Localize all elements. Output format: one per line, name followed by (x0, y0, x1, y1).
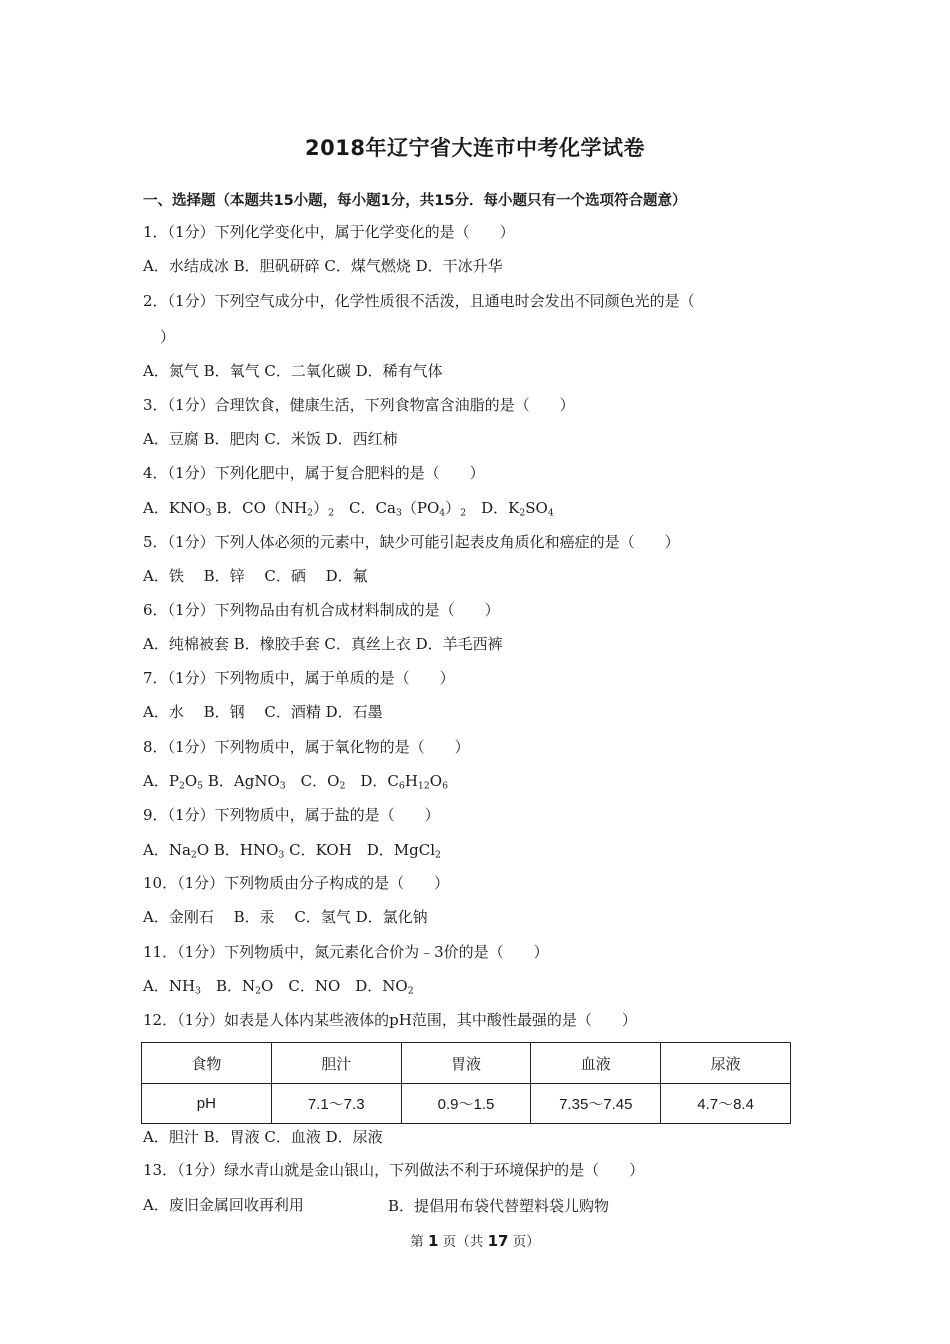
section-header: 一、选择题（本题共15小题，每小题1分，共15分．每小题只有一个选项符合题意） (143, 193, 687, 209)
table-cell: 4.7～8.4 (661, 1084, 791, 1124)
question-2-continuation: ） (160, 328, 176, 346)
table-cell: 0.9～1.5 (401, 1084, 531, 1124)
question-7: 7．（1分）下列物质中，属于单质的是（ ） (143, 669, 455, 687)
question-11: 11．（1分）下列物质中，氮元素化合价为﹣3价的是（ ） (143, 943, 549, 961)
option-text: A．KNO (143, 499, 206, 517)
option-text: O C．NO D．NO (261, 977, 408, 995)
option-text: H (404, 772, 418, 790)
subscript: 4 (439, 507, 446, 519)
footer-text: 页） (508, 1234, 540, 1250)
option-text: D．K (466, 499, 520, 517)
question-6: 6．（1分）下列物品由有机合成材料制成的是（ ） (143, 601, 500, 619)
question-3: 3．（1分）合理饮食，健康生活，下列食物富含油脂的是（ ） (143, 396, 575, 414)
question-10: 10．（1分）下列物质由分子构成的是（ ） (143, 874, 450, 892)
answer-options-1: A．水结成冰 B．胆矾研碎 C．煤气燃烧 D．干冰升华 (143, 257, 503, 275)
subscript: 2 (460, 507, 467, 519)
option-text: A．NH (143, 977, 196, 995)
table-cell: pH (142, 1084, 272, 1124)
subscript: 2 (307, 507, 314, 519)
table-header-cell: 血液 (531, 1043, 661, 1084)
option-text: O B．HNO (196, 841, 279, 859)
option-text: O (184, 772, 198, 790)
table-header-cell: 食物 (142, 1043, 272, 1084)
subscript: 2 (407, 985, 414, 997)
answer-options-10: A．金刚石 B．汞 C．氢气 D．氯化钠 (143, 908, 428, 926)
answer-options-7: A．水 B．钢 C．酒精 D．石墨 (143, 703, 383, 721)
table-header-cell: 尿液 (661, 1043, 791, 1084)
subscript: 2 (339, 780, 346, 792)
option-text: ） (445, 499, 461, 517)
question-2: 2．（1分）下列空气成分中，化学性质很不活泼，且通电时会发出不同颜色光的是（ (143, 292, 695, 310)
question-1: 1．（1分）下列化学变化中，属于化学变化的是（ ） (143, 223, 515, 241)
subscript: 2 (190, 849, 197, 861)
option-text: A．P (143, 772, 179, 790)
subscript: 6 (442, 780, 448, 792)
subscript: 2 (519, 507, 526, 519)
footer-page-number: 1 (428, 1232, 439, 1250)
answer-options-6: A．纯棉被套 B．橡胶手套 C．真丝上衣 D．羊毛西裤 (143, 635, 503, 653)
subscript: 4 (547, 507, 554, 519)
option-text: B．AgNO (203, 772, 280, 790)
answer-option-13a: A．废旧金属回收再利用 (143, 1196, 304, 1214)
option-text: （PO (401, 499, 440, 517)
question-5: 5．（1分）下列人体必须的元素中，缺少可能引起表皮角质化和癌症的是（ ） (143, 533, 680, 551)
table-header-cell: 胆汁 (271, 1043, 401, 1084)
option-text: C．KOH D．MgCl (284, 841, 436, 859)
subscript: 2 (328, 507, 335, 519)
page-footer (0, 1230, 950, 1250)
subscript: 5 (197, 780, 204, 792)
answer-options-12: A．胆汁 B．胃液 C．血液 D．尿液 (143, 1128, 383, 1146)
subscript: 3 (279, 780, 286, 792)
option-text: D．C (345, 772, 399, 790)
subscript: 12 (417, 780, 430, 792)
footer-text: 第 (410, 1234, 429, 1250)
subscript: 3 (395, 507, 402, 519)
answer-options-9 (143, 840, 441, 865)
answer-options-2: A．氮气 B．氧气 C．二氧化碳 D．稀有气体 (143, 362, 443, 380)
page-title: 2018年辽宁省大连市中考化学试卷 (305, 136, 645, 160)
subscript: 6 (398, 780, 405, 792)
option-text: A．Na (143, 841, 191, 859)
table-header-row (142, 1043, 791, 1084)
question-13: 13．（1分）绿水青山就是金山银山，下列做法不利于环境保护的是（ ） (143, 1161, 645, 1179)
answer-options-3: A．豆腐 B．肥肉 C．米饭 D．西红柿 (143, 430, 398, 448)
question-8: 8．（1分）下列物质中，属于氧化物的是（ ） (143, 738, 470, 756)
subscript: 2 (178, 780, 185, 792)
ph-table (141, 1042, 791, 1124)
table-row (142, 1084, 791, 1124)
answer-options-8 (143, 771, 448, 796)
footer-total-pages: 17 (487, 1232, 509, 1250)
option-text: B．N (200, 977, 256, 995)
answer-options-5: A．铁 B．锌 C．硒 D．氟 (143, 567, 368, 585)
option-text: SO (525, 499, 548, 517)
option-text: O (429, 772, 443, 790)
subscript: 3 (205, 507, 212, 519)
subscript: 3 (195, 985, 201, 997)
answer-options-4 (143, 498, 554, 523)
option-text: C．O (285, 772, 340, 790)
option-text: B．CO（NH (211, 499, 308, 517)
answer-options-11 (143, 976, 414, 1001)
answer-option-13b: B．提倡用布袋代替塑料袋儿购物 (388, 1197, 610, 1215)
question-4: 4．（1分）下列化肥中，属于复合肥料的是（ ） (143, 464, 485, 482)
question-9: 9．（1分）下列物质中，属于盐的是（ ） (143, 806, 440, 824)
subscript: 2 (255, 985, 262, 997)
option-text: C．Ca (334, 499, 396, 517)
option-text: ） (313, 499, 329, 517)
table-header-cell: 胃液 (401, 1043, 531, 1084)
question-12: 12．（1分）如表是人体内某些液体的pH范围，其中酸性最强的是（ ） (143, 1011, 637, 1029)
subscript: 2 (435, 849, 441, 861)
subscript: 3 (278, 849, 285, 861)
footer-text: 页（共 (438, 1234, 488, 1250)
table-cell: 7.35～7.45 (531, 1084, 661, 1124)
table-cell: 7.1～7.3 (271, 1084, 401, 1124)
